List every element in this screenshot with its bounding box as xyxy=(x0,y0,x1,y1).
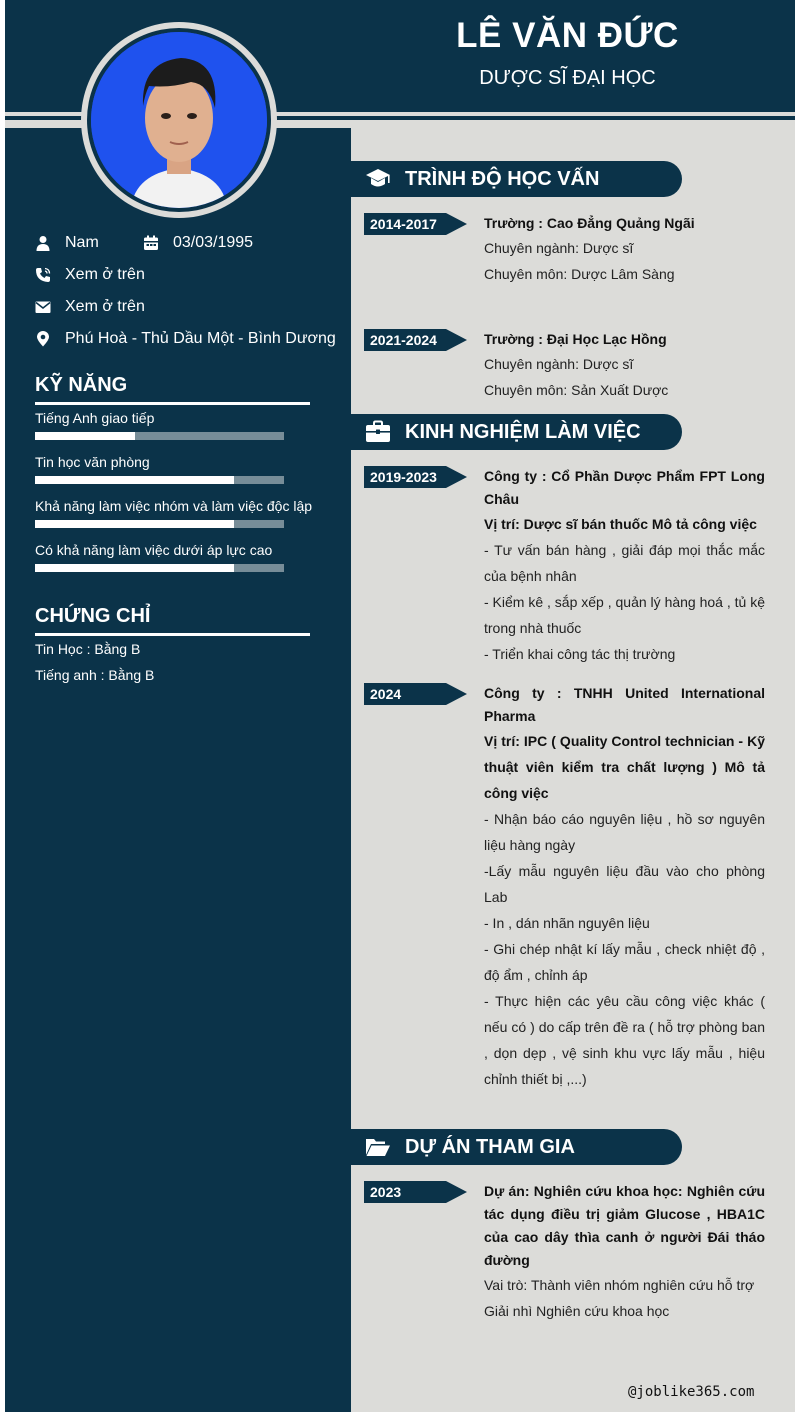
skill-bar-fill xyxy=(35,476,234,484)
task-item: -Lấy mẫu nguyên liệu đầu vào cho phòng Lab xyxy=(484,863,765,905)
phone-text: Xem ở trên xyxy=(65,266,145,283)
experience-title: KINH NGHIỆM LÀM VIỆC xyxy=(405,420,641,443)
dob-row xyxy=(143,234,253,252)
cv-page xyxy=(5,0,795,1412)
candidate-name: LÊ VĂN ĐỨC xyxy=(456,16,679,55)
task-item: - Triển khai công tác thị trường xyxy=(484,646,676,662)
experience-header xyxy=(351,414,682,450)
skill-bar xyxy=(35,432,284,440)
project-period-tag xyxy=(364,1181,467,1203)
experience-period-tag xyxy=(364,683,467,705)
skill-label: Tin học văn phòng xyxy=(35,454,150,470)
candidate-title: DƯỢC SĨ ĐẠI HỌC xyxy=(479,67,656,89)
period-text: 2021-2024 xyxy=(364,329,446,351)
certificates-title: CHỨNG CHỈ xyxy=(35,605,310,636)
task-item: - Kiểm kê , sắp xếp , quản lý hàng hoá , tủ kệ trong nhà thuốc xyxy=(484,594,765,636)
avatar xyxy=(91,32,267,208)
gender-row xyxy=(35,234,99,252)
certificate-item: Tin Học : Bằng B xyxy=(35,641,141,657)
phone-row xyxy=(35,266,145,284)
specialty-text: Chuyên môn: Dược Lâm Sàng xyxy=(484,266,675,282)
position-text: Vị trí: Dược sĩ bán thuốc Mô tả công việc xyxy=(484,516,757,532)
period-text: 2023 xyxy=(364,1181,446,1203)
folder-open-icon xyxy=(365,1134,391,1160)
project-award: Giải nhì Nghiên cứu khoa học xyxy=(484,1303,670,1319)
footer-website: @joblike365.com xyxy=(628,1384,755,1400)
period-text: 2014-2017 xyxy=(364,213,446,235)
dob-text: 03/03/1995 xyxy=(173,234,254,251)
projects-title: DỰ ÁN THAM GIA xyxy=(405,1135,575,1158)
period-text: 2024 xyxy=(364,683,446,705)
skill-bar-fill xyxy=(35,520,234,528)
user-icon xyxy=(35,235,51,251)
education-title: TRÌNH ĐỘ HỌC VẤN xyxy=(405,167,600,190)
skill-label: Tiếng Anh giao tiếp xyxy=(35,410,155,426)
sidebar xyxy=(5,128,351,1412)
education-entry xyxy=(484,328,765,403)
graduation-cap-icon xyxy=(365,166,391,192)
email-row xyxy=(35,298,145,316)
address-row xyxy=(35,330,336,348)
skill-bar xyxy=(35,520,284,528)
project-name: Dự án: Nghiên cứu khoa học: Nghiên cứu tác dụng điều trị giảm Glucose , HBA1C của cao dây thìa canh ở người Đái tháo đường xyxy=(484,1183,765,1268)
skill-bar-fill xyxy=(35,432,135,440)
task-item: - Ghi chép nhật kí lấy mẫu , check nhiệt độ , độ ẩm , chỉnh áp xyxy=(484,941,765,983)
project-role: Vai trò: Thành viên nhóm nghiên cứu hỗ trợ xyxy=(484,1277,755,1293)
task-item: - Thực hiện các yêu cầu công việc khác ( nếu có ) do cấp trên đề ra ( hỗ trợ phòng ban , dọn dẹp , vệ sinh khu vực lấy mẫu , hiệu chỉnh thiết bị ,...) xyxy=(484,993,765,1087)
experience-entry xyxy=(484,465,765,667)
skills-title: KỸ NĂNG xyxy=(35,374,310,405)
period-text: 2019-2023 xyxy=(364,466,446,488)
gender-text: Nam xyxy=(65,234,99,251)
education-header xyxy=(351,161,682,197)
calendar-icon xyxy=(143,235,159,251)
map-pin-icon xyxy=(35,331,51,347)
phone-icon xyxy=(35,267,51,283)
company-name: Công ty : Cổ Phần Dược Phẩm FPT Long Châu xyxy=(484,468,765,507)
task-item: - Tư vấn bán hàng , giải đáp mọi thắc mắc của bệnh nhân xyxy=(484,542,765,584)
envelope-icon xyxy=(35,299,51,315)
task-item: - In , dán nhãn nguyên liệu xyxy=(484,915,650,931)
major-text: Chuyên ngành: Dược sĩ xyxy=(484,356,634,372)
briefcase-icon xyxy=(365,419,391,445)
task-item: - Nhận báo cáo nguyên liệu , hồ sơ nguyên liệu hàng ngày xyxy=(484,811,765,853)
education-period-tag xyxy=(364,213,467,235)
skill-label: Có khả năng làm việc dưới áp lực cao xyxy=(35,542,273,558)
company-name: Công ty : TNHH United International Pharma xyxy=(484,685,765,724)
projects-header xyxy=(351,1129,682,1165)
certificate-item: Tiếng anh : Bằng B xyxy=(35,667,155,683)
skill-label: Khả năng làm việc nhóm và làm việc độc lập xyxy=(35,498,313,514)
education-entry xyxy=(484,212,765,287)
project-entry xyxy=(484,1180,765,1324)
school-name: Trường : Cao Đẳng Quảng Ngãi xyxy=(484,215,695,231)
education-period-tag xyxy=(364,329,467,351)
experience-period-tag xyxy=(364,466,467,488)
school-name: Trường : Đại Học Lạc Hồng xyxy=(484,331,667,347)
skill-bar xyxy=(35,564,284,572)
skill-bar-fill xyxy=(35,564,234,572)
position-text: Vị trí: IPC ( Quality Control technician - Kỹ thuật viên kiểm tra chất lượng ) Mô tả công việc xyxy=(484,733,765,801)
specialty-text: Chuyên môn: Sản Xuất Dược xyxy=(484,382,669,398)
address-text: Phú Hoà - Thủ Dầu Một - Bình Dương xyxy=(65,330,336,347)
email-text: Xem ở trên xyxy=(65,298,145,315)
skill-bar xyxy=(35,476,284,484)
major-text: Chuyên ngành: Dược sĩ xyxy=(484,240,634,256)
experience-entry xyxy=(484,682,765,1092)
